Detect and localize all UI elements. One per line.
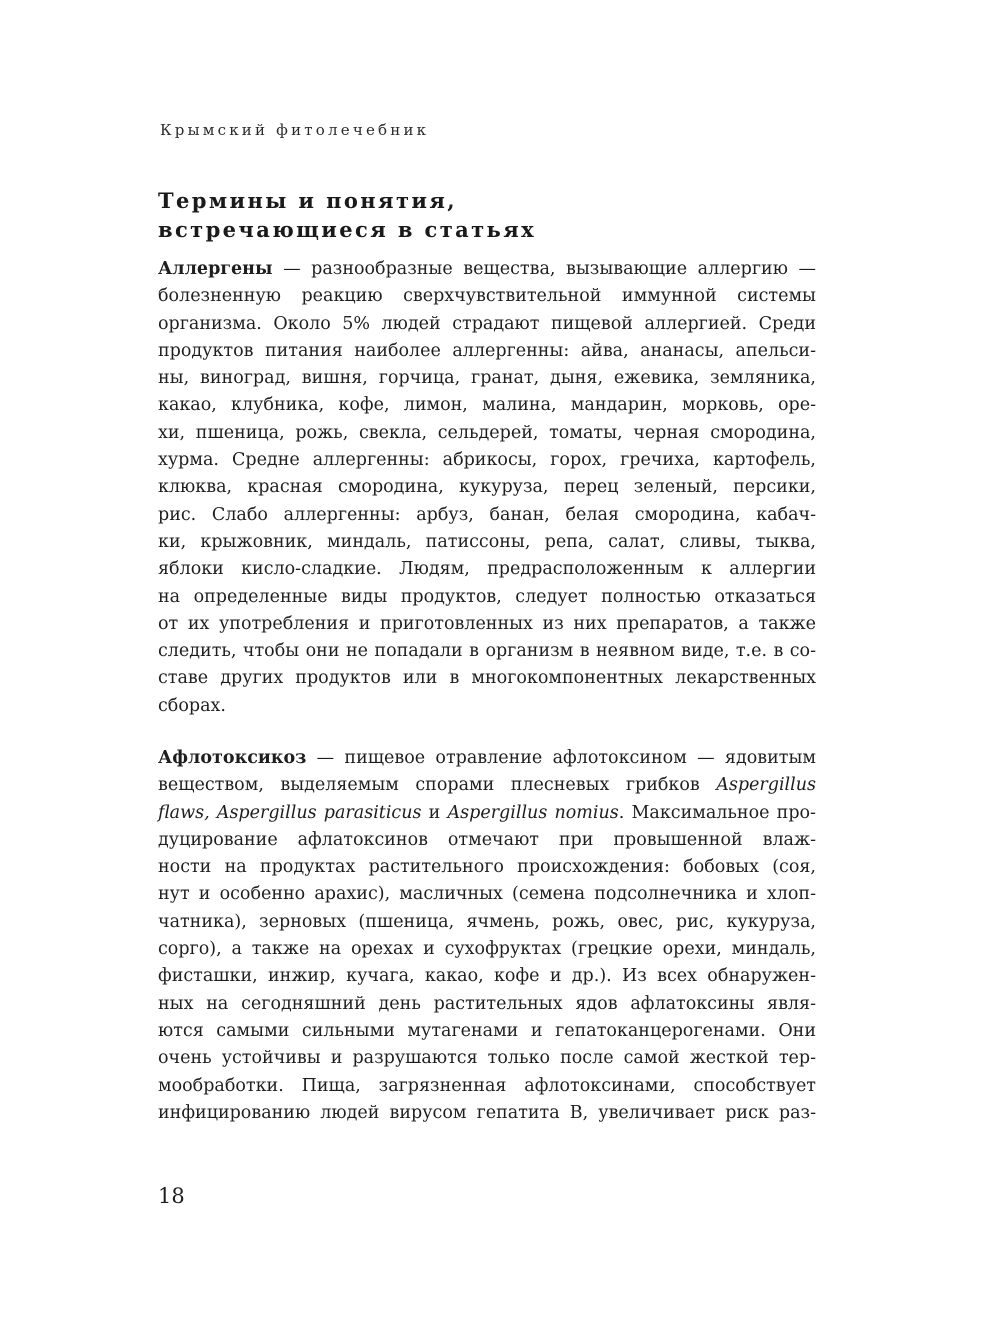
entry-line: ки, крыжовник, миндаль, патиссоны, репа, салат, сливы, тыква, bbox=[158, 531, 816, 552]
entry-line: фисташки, инжир, кучага, какао, кофе и др.). Из всех обнаружен- bbox=[158, 966, 816, 987]
entry-line: хурма. Средне аллергенны: абрикосы, горох, гречиха, картофель, bbox=[158, 450, 816, 471]
entry-text: веществом, выделяемым спорами плесневых грибков bbox=[158, 775, 717, 796]
entry-line bbox=[158, 800, 816, 827]
entry-text: и bbox=[421, 802, 448, 823]
entry-text: . Максимальное про- bbox=[618, 802, 816, 823]
latin-name: Aspergillus bbox=[716, 775, 816, 796]
entry-line: чатника), зерновых (пшеница, ячмень, рожь, овес, рис, кукуруза, bbox=[158, 911, 816, 932]
entry-line: ны, виноград, вишня, горчица, гранат, дыня, ежевика, земляника, bbox=[158, 368, 816, 389]
glossary-entry-allergens bbox=[158, 256, 816, 720]
glossary-term: Аллергены bbox=[158, 259, 273, 279]
entry-line: следить, чтобы они не попадали в организм в неявном виде, т.е. в со- bbox=[158, 641, 816, 662]
entry-line bbox=[158, 745, 816, 772]
entry-line: какао, клубника, кофе, лимон, малина, мандарин, морковь, оре- bbox=[158, 395, 816, 416]
entry-line: яблоки кисло-сладкие. Людям, предрасположенным к аллергии bbox=[158, 559, 816, 580]
section-heading-line-1: Термины и понятия, bbox=[158, 188, 457, 213]
entry-line bbox=[158, 772, 816, 799]
entry-line: сборах. bbox=[158, 695, 226, 716]
entry-line: клюква, красная смородина, кукуруза, перец зеленый, персики, bbox=[158, 477, 816, 498]
entry-line: дуцирование афлатоксинов отмечают при провышенной влаж- bbox=[158, 829, 816, 850]
entry-text: — пищевое отравление афлотоксином — ядовитым bbox=[306, 748, 816, 768]
glossary-term: Афлотоксикоз bbox=[158, 748, 307, 768]
latin-name: flaws, Aspergillus parasiticus bbox=[158, 802, 422, 823]
section-heading-line-2: встречающиеся в статьях bbox=[158, 217, 537, 242]
entry-line: на определенные виды продуктов, следует полностью отказаться bbox=[158, 586, 816, 607]
entry-line: очень устойчивы и разрушаются только после самой жесткой тер- bbox=[158, 1048, 816, 1069]
entry-line: мообработки. Пища, загрязненная афлотоксинами, способствует bbox=[158, 1075, 816, 1096]
running-head: Крымский фитолечебник bbox=[160, 121, 430, 139]
glossary-entry-aflatoxicosis bbox=[158, 745, 816, 1127]
entry-line bbox=[158, 256, 816, 283]
entry-line: сорго), а также на орехах и сухофруктах (грецкие орехи, миндаль, bbox=[158, 939, 816, 960]
entry-line: от их употребления и приготовленных из них препаратов, а также bbox=[158, 613, 816, 634]
entry-line: болезненную реакцию сверхчувствительной иммунной системы bbox=[158, 286, 816, 307]
entry-line: ных на сегодняшний день растительных ядов афлатоксины явля- bbox=[158, 993, 816, 1014]
entry-line: организма. Около 5% людей страдают пищевой аллергией. Среди bbox=[158, 313, 816, 334]
entry-line: ются самыми сильными мутагенами и гепатоканцерогенами. Они bbox=[158, 1020, 816, 1041]
entry-line: инфицированию людей вирусом гепатита В, увеличивает риск раз- bbox=[158, 1102, 816, 1123]
entry-line: нут и особенно арахис), масличных (семена подсолнечника и хлоп- bbox=[158, 884, 816, 905]
entry-text: — разнообразные вещества, вызывающие аллергию — bbox=[272, 259, 816, 279]
entry-line: хи, пшеница, рожь, свекла, сельдерей, томаты, черная смородина, bbox=[158, 422, 816, 443]
page-number: 18 bbox=[158, 1184, 185, 1208]
section-heading bbox=[158, 186, 536, 244]
entry-line: ставе других продуктов или в многокомпонентных лекарственных bbox=[158, 668, 816, 689]
entry-line: продуктов питания наиболее аллергенны: айва, ананасы, апельси- bbox=[158, 340, 816, 361]
entry-line: ности на продуктах растительного происхождения: бобовых (соя, bbox=[158, 857, 816, 878]
entry-line: рис. Слабо аллергенны: арбуз, банан, белая смородина, кабач- bbox=[158, 504, 816, 525]
latin-name: Aspergillus nomius bbox=[447, 802, 619, 823]
